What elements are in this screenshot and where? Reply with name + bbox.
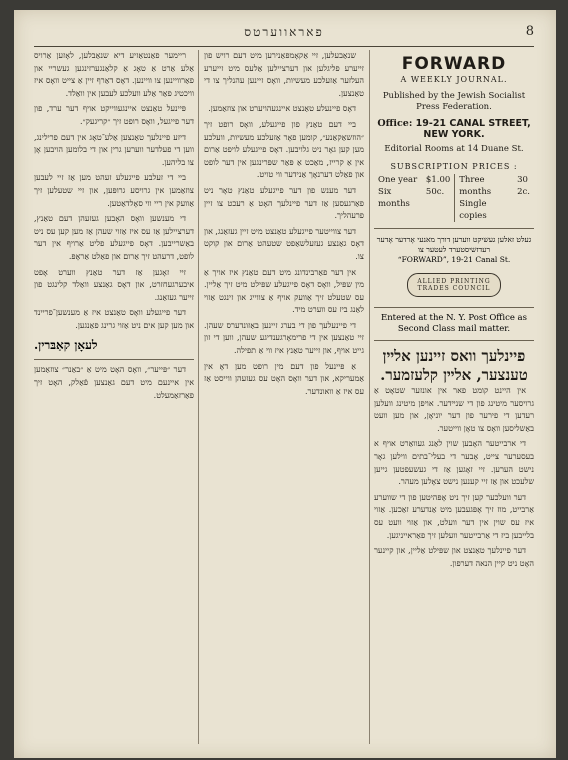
office-label: Office: [377,118,413,129]
article-body-left-continued [34,364,194,402]
price-label: One year [378,175,418,185]
paragraph: ביי די זעלבע פייגעלע זעהט מען אַז זיי לעבען צוזאַמען אין גרויסע גרופּען, און זיי שטעלען זיך אַוועק אין ריי ווי סאָלדאַטען. [34,173,194,208]
paragraph: דער וועלכער קען זיך ניט אָפּהיטען פון די שווערע אַרבייט, מוז זיך אָפּגעבען מיט אַנדערע זאַכען. אַזוי איז עס שוין אין דער וועלט, און אַזוי וועט עס בלייבען ביז די אַרבייטער וועלען זיך פאַראייניגען. [374,492,534,540]
paragraph: דער ״פּייער״, וואָס האָט מיט אַ ״באַנר״ צוזאַמען אין איינעם מיט דעם גאַנצען פֿאַלק, האָט זיך פאַרזאַמעלט. [34,365,194,400]
payment-note-text: געלט זאלען געשיקט ווערען דורך מאנעי אָרדער אָדער רעדזשיסטערד לעטער צו [376,235,532,254]
article-body-right [374,385,534,570]
running-title: פאראווערטס [244,25,324,39]
payment-note [374,235,534,265]
paragraph: אין היינט קומט פאר אין אונזער שטאָט אַ גרויסער מיטינג פון די שנײדער. אויפן מיטינג וועלען רעדען די פירער פון דער יוניאָן, און מען וועט באַשליסען וואָס צו טאָן ווייטער. [374,386,534,433]
publisher-line: Published by the Jewish Socialist Press Federation. [382,91,526,112]
office-street: 19-21 CANAL STREET, NEW YORK. [415,118,531,140]
masthead [374,54,534,229]
article-headline: פיינלעך וואס זיינען אלײן טענצער, אלײן קלעזמער. [380,347,528,384]
article-body-left [34,50,194,332]
right-column [374,50,534,744]
middle-column [204,50,364,744]
article-signature: לעאָן קאַבּרין. [34,338,98,353]
paragraph: דאָס פיינעלע טאַנצט איינגעהויערט און צוזאַמען. [208,104,356,114]
newspaper-page [14,10,556,758]
paragraph: דער פייגעלע וואָס טאַנצט איז אַ מענשען־פריינד און מען קען אים ניט אַזוי גרינג פאַנגען. [34,308,194,330]
paragraph: דער פיינלעך טאַנצט און שפּילט אַליין, און קיינער האָט ניט קיין הנאה דערפון. [374,546,534,568]
paragraph: די מענשען וואָס האָבען געזעהן דעם טאַנץ, דערציילען אַז עס איז אַזוי שעהן אַז מען קען עס ניט באַשרייבען. דאָס פייגעלע פליט אַרויף אין דער לופט, דרעהט זיך אַרום און פאַלט אַראָפּ. [34,214,194,261]
paragraph: אַ פּיינעל פון דעם מין רופט מען דאָ אין אַמעריקא, און דער וואָס האָט עס געזעהן ווייסט אַז עס איז אַ וואונדער. [204,361,364,396]
left-column [34,50,194,744]
paragraph: ביי דעם טאַנץ פון פייגעלע, וואָס רופט זיך ״הוזשאַקאַנע״, קומען פאָר אַזעלכע מעשיות, וועלכע מען קען גאָר ניט גלויבען. דאָס פייגעלע לויפט אַרום אין אַ קרייז, מאַכט אַ פּאַר שפּרינגען אין דער לופט און פאַלט דערנאָך אַנידער ווי טויט. [204,119,364,180]
price-value: 2c. [517,187,530,197]
editorial-rooms: Editorial Rooms at 14 Duane St. [384,144,524,154]
masthead-title: FORWARD [401,54,507,74]
paragraph: אין דער פאַרבינדונג מיט דעם טאַנץ איז אויך אַ מין שפּיל, וואָס דאָס פייגעלע שפּילט מיט זיך אַליין. עס שטעלט זיך אַוועק אויף אַ צווייג און זינגט אַזוי לאַנג ביז עס ווערט מיד. [204,267,364,315]
union-label-seal: ALLIED PRINTING TRADES COUNCIL [407,273,501,297]
paragraph: פּיינעל טאַנצט איינגעווייקט אויף דער ערד, פון דער פייגעל, וואָס רופט זיך ״קריגעק״. [34,104,194,126]
price-value: 30 [517,175,528,185]
page-header [34,22,534,47]
subscription-title: SUBSCRIPTION PRICES : [390,162,518,171]
paragraph: דער מענש פון דער פייגעלע טאַנץ טאָר ניט פאַרגעסען אַז דער פיינלעך האָט אַ רעכט צו זיין פרעהליך. [204,185,364,221]
office-line [374,118,534,140]
paragraph: די פיינעלעך פון די בערג זיינען באַזונדערס שעהן. זיי טאַנצען אין די פרימאָרגענדיגע שעהן, ווען די זון גייט אויף, און זייער טאַנץ איז ווי אַ תפילה. [204,320,364,356]
column-rule [369,50,370,744]
masthead-subtitle: A WEEKLY JOURNAL. [400,75,508,84]
article-body-middle [204,50,364,398]
paragraph: ריימער פאַנטאַזיע דיא שנאַבלען, לאָזען אַרויס אַלע אַרט אַ טאָג אַ קלאַנגערזינגען געשריי און פאַרוויינען צו וויינען. דאָס דאַרף זיין אַ צייט וואָס איז וויכטיג פאַר אַלע וועלכע לעבען אין וואַלד. [34,51,194,98]
price-label: Three months [459,175,492,197]
paragraph: דיזע פיינלעך טאַנצען אַלע־טאָג אין דעם פרילינג, ווען די פעלדער ווערען גרין און די בלומען הויבען אָן צו בליהען. [34,132,194,167]
price-value: 50c. [425,187,445,197]
price-value: $1.00 [425,175,451,185]
price-table [374,174,534,222]
paragraph: זיי זאָגען אַז דער טאַנץ ווערט אָפט איבערגעחזרט, און דאָס גאַנצע וואַלד קלינגט פון זייער געזאַנג. [34,267,194,302]
price-label: Six months [378,187,410,209]
price-label: Single copies [459,199,487,221]
paragraph: די ארבייטער האָבען שוין לאַנג געוואַרט אויף א בעסערער צייט, אָבער די בעלי־בתים ווילען גאָר נישט הערען. זיי זאָגען אַז די געשעפטען גייען שלעכט און אַז זיי קענען נישט צאָלען מעהר. [374,439,534,487]
payment-address: “FORWARD”, 19-21 Canal St. [397,255,511,264]
column-rule [198,50,199,744]
postal-notice: Entered at the N. Y. Post Office as Second Class mail matter. [374,307,534,341]
paragraph: דער צווייטער פייגעלע טאַנצט מיט זיין געזאַנג, און דאָס גאַנצע געזעלשאַפט שטעהט אַרום און קוקט צו. [204,226,364,261]
section-divider [34,359,194,360]
paragraph: שנאַבעלען, זיי אַקאָמפּאַנירען מיט דעם רויש פון זייערע פליגלען און דערציילען אַלעס מיט זייערע העלזער אַזעלכע מעשיות, וואָס זיינען עהנליך צו די טאַנצען. [204,51,364,98]
page-number: 8 [525,24,534,39]
